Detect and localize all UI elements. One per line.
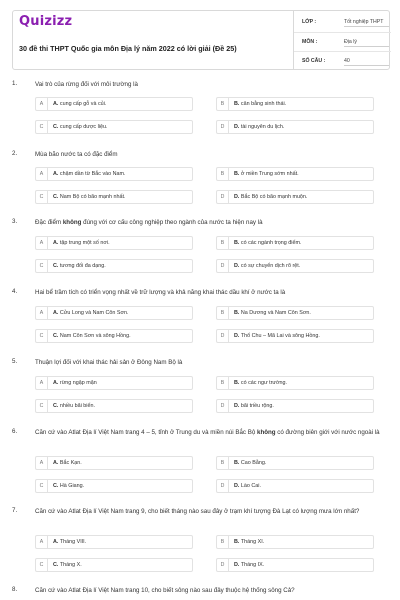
document-header [12, 10, 390, 70]
option-label: A. [53, 101, 59, 107]
option-letter: D [217, 260, 229, 272]
question-text: Căn cứ vào Atlat Địa lí Việt Nam trang 4 – 5, tỉnh ở Trung du và miền núi Bắc Bộ không có đường biên giới với nước ngoài là [35, 429, 380, 436]
option-a[interactable] [35, 236, 193, 250]
option-d[interactable] [216, 120, 374, 134]
option-label: B. [234, 240, 240, 246]
option-letter: B [217, 307, 229, 319]
question-number: 8. [12, 586, 18, 593]
option-label: C. [53, 483, 59, 489]
option-letter: D [217, 480, 229, 492]
question-number: 7. [12, 507, 18, 514]
question-text: Mùa bão nước ta có đặc điểm [35, 151, 118, 158]
option-text: Nam Bộ có bão mạnh nhất. [59, 194, 126, 200]
option-letter: C [36, 559, 48, 571]
option-b[interactable] [216, 535, 374, 549]
option-text: rừng ngập mặn [59, 380, 97, 386]
question-number: 5. [12, 358, 18, 365]
option-d[interactable] [216, 190, 374, 204]
option-c[interactable] [35, 399, 193, 413]
option-a[interactable] [35, 97, 193, 111]
option-text: Tháng IX. [240, 562, 265, 568]
option-letter: B [217, 536, 229, 548]
option-b[interactable] [216, 167, 374, 181]
option-letter: B [217, 457, 229, 469]
question-text: Hai bể trầm tích có triển vọng nhất về trữ lượng và khả năng khai thác dầu khí ở nước ta là [35, 289, 286, 296]
option-text: cung cấp dược liệu. [59, 124, 108, 130]
option-label: B. [234, 539, 240, 545]
option-label: D. [234, 483, 240, 489]
option-text: Tháng XI. [240, 539, 265, 545]
option-a[interactable] [35, 376, 193, 390]
option-letter: A [36, 168, 48, 180]
meta-value: Tốt nghiệp THPT [344, 19, 389, 27]
option-label: C. [53, 124, 59, 130]
option-letter: C [36, 260, 48, 272]
option-letter: B [217, 377, 229, 389]
option-label: C. [53, 194, 59, 200]
question-text: Vai trò của rừng đối với môi trường là [35, 81, 138, 88]
option-c[interactable] [35, 558, 193, 572]
option-label: C. [53, 263, 59, 269]
option-label: D. [234, 562, 240, 568]
option-c[interactable] [35, 190, 193, 204]
option-text: có sự chuyển dịch rõ rệt. [240, 263, 301, 269]
document-title: 30 đề thi THPT Quốc gia môn Địa lý năm 2022 có lời giải (Đề 25) [19, 44, 237, 53]
meta-label: LỚP : [302, 19, 317, 25]
meta-row-subject [294, 32, 391, 51]
question-text: Căn cứ vào Atlat Địa lí Việt Nam trang 9, cho biết tháng nào sau đây ở trạm khí tượng Đà Lạt có lượng mưa lớn nhất? [35, 508, 360, 515]
question-text: Thuận lợi đối với khai thác hải sản ở Đông Nam Bộ là [35, 359, 183, 366]
question-number: 4. [12, 288, 18, 295]
question-text: Căn cứ vào Atlat Địa lí Việt Nam trang 10, cho biết sông nào sau đây thuộc hệ thống sông Cả? [35, 587, 295, 594]
option-label: C. [53, 403, 59, 409]
option-text: cân bằng sinh thái. [240, 101, 287, 107]
question-number: 6. [12, 428, 18, 435]
question-number: 1. [12, 80, 18, 87]
option-d[interactable] [216, 558, 374, 572]
option-label: A. [53, 380, 59, 386]
option-letter: C [36, 121, 48, 133]
brand-logo: Quizizz [19, 14, 73, 29]
option-letter: B [217, 98, 229, 110]
option-text: ở miền Trung sớm nhất. [240, 171, 299, 177]
option-text: cung cấp gỗ và củi. [59, 101, 107, 107]
option-label: A. [53, 460, 59, 466]
option-b[interactable] [216, 376, 374, 390]
meta-value: 40 [344, 58, 389, 66]
option-label: D. [234, 194, 240, 200]
option-letter: C [36, 480, 48, 492]
option-b[interactable] [216, 97, 374, 111]
meta-row-count [294, 51, 391, 70]
option-text: bãi triều rộng. [240, 403, 274, 409]
option-letter: B [217, 237, 229, 249]
option-b[interactable] [216, 306, 374, 320]
option-text: có các ngư trường. [240, 380, 288, 386]
option-label: D. [234, 403, 240, 409]
option-label: D. [234, 263, 240, 269]
option-label: A. [53, 240, 59, 246]
meta-panel [293, 11, 390, 69]
option-a[interactable] [35, 167, 193, 181]
question-number: 2. [12, 150, 18, 157]
option-letter: D [217, 400, 229, 412]
option-letter: D [217, 330, 229, 342]
option-c[interactable] [35, 329, 193, 343]
option-a[interactable] [35, 306, 193, 320]
option-d[interactable] [216, 399, 374, 413]
option-d[interactable] [216, 479, 374, 493]
option-a[interactable] [35, 456, 193, 470]
option-label: D. [234, 333, 240, 339]
option-label: B. [234, 380, 240, 386]
option-text: tài nguyên du lịch. [240, 124, 285, 130]
option-text: có các ngành trọng điểm. [240, 240, 302, 246]
option-label: A. [53, 539, 59, 545]
option-letter: A [36, 307, 48, 319]
option-text: Nа Dương và Nam Côn Sơn. [240, 310, 311, 316]
option-text: Hà Giang. [59, 483, 85, 489]
option-b[interactable] [216, 236, 374, 250]
option-label: A. [53, 171, 59, 177]
option-letter: A [36, 237, 48, 249]
emphasis-text: không [62, 219, 82, 226]
option-letter: D [217, 191, 229, 203]
option-d[interactable] [216, 329, 374, 343]
option-text: Cửu Long và Nam Côn Sơn. [59, 310, 129, 316]
option-text: tương đối đa dạng. [59, 263, 106, 269]
option-b[interactable] [216, 456, 374, 470]
option-label: C. [53, 562, 59, 568]
option-letter: D [217, 121, 229, 133]
option-a[interactable] [35, 535, 193, 549]
question-number: 3. [12, 218, 18, 225]
option-letter: C [36, 330, 48, 342]
option-c[interactable] [35, 259, 193, 273]
option-text: Bắc Bộ có bão mạnh muộn. [240, 194, 308, 200]
question-text: Đặc điểm không đúng với cơ cấu công nghiệp theo ngành của nước ta hiện nay là [35, 219, 263, 226]
option-label: C. [53, 333, 59, 339]
option-text: Tháng VIII. [59, 539, 87, 545]
option-label: D. [234, 124, 240, 130]
option-c[interactable] [35, 120, 193, 134]
option-letter: A [36, 536, 48, 548]
option-text: Bắc Kạn. [59, 460, 82, 466]
option-text: nhiều bãi biển. [59, 403, 95, 409]
option-text: Cao Bằng. [240, 460, 267, 466]
option-text: Thổ Chu – Mã Lai và sông Hồng. [240, 333, 320, 339]
option-letter: A [36, 457, 48, 469]
meta-label: MÔN : [302, 39, 318, 45]
option-letter: B [217, 168, 229, 180]
emphasis-text: không [257, 429, 276, 436]
option-text: Nam Côn Sơn và sông Hồng. [59, 333, 131, 339]
option-label: B. [234, 310, 240, 316]
option-c[interactable] [35, 479, 193, 493]
option-label: B. [234, 460, 240, 466]
option-label: B. [234, 101, 240, 107]
meta-value: Địa lý [344, 39, 389, 47]
option-d[interactable] [216, 259, 374, 273]
option-text: Tháng X. [59, 562, 82, 568]
option-letter: A [36, 377, 48, 389]
option-letter: C [36, 191, 48, 203]
option-letter: A [36, 98, 48, 110]
option-label: B. [234, 171, 240, 177]
option-text: tập trung một số nơi. [59, 240, 110, 246]
meta-row-class [294, 13, 391, 32]
option-letter: D [217, 559, 229, 571]
option-label: A. [53, 310, 59, 316]
meta-label: SỐ CÂU : [302, 58, 326, 64]
option-text: chậm dần từ Bắc vào Nam. [59, 171, 126, 177]
option-text: Lào Cai. [240, 483, 261, 489]
option-letter: C [36, 400, 48, 412]
